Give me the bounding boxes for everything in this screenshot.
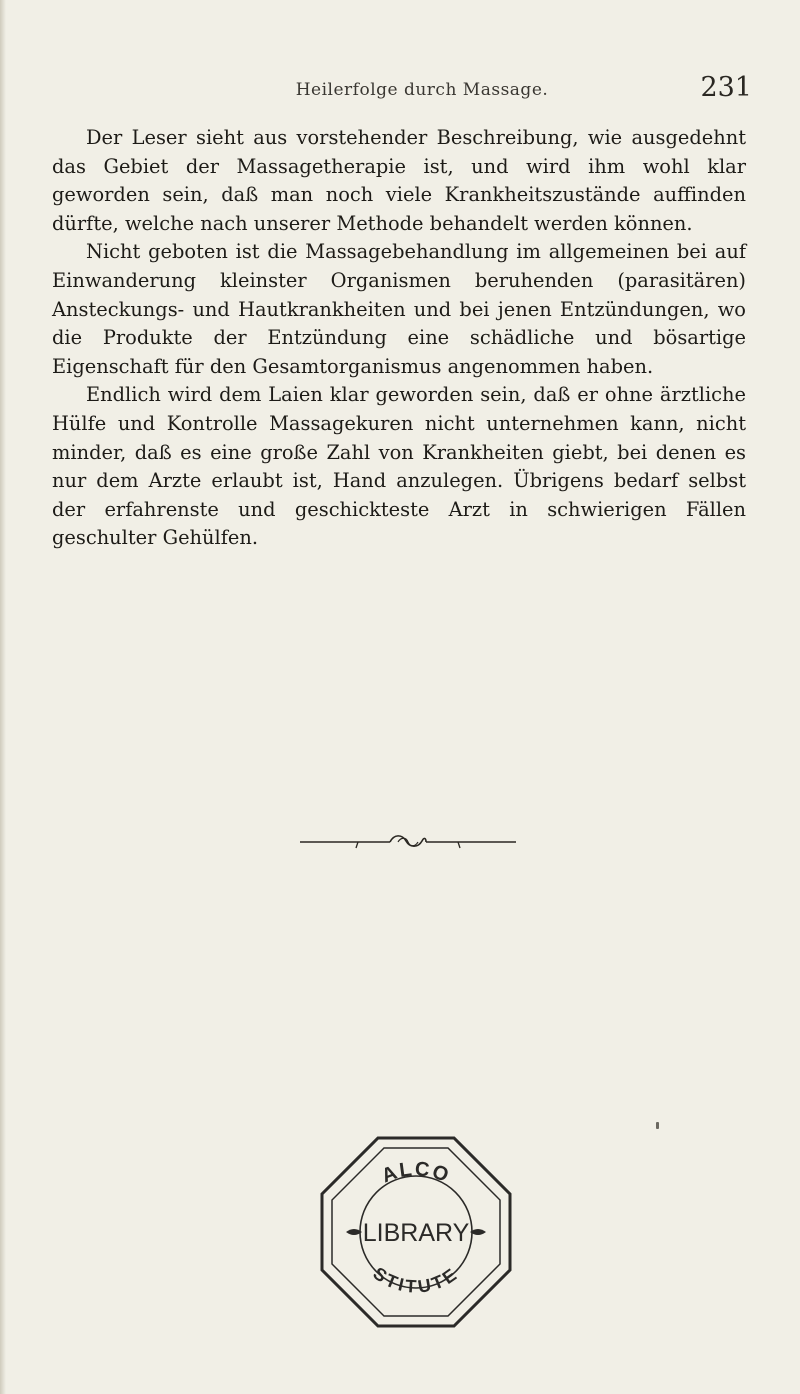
page-edge: [0, 0, 6, 1394]
running-head: [92, 72, 752, 108]
svg-text:STITUTE: [369, 1263, 462, 1297]
running-title: Heilerfolge durch Massage.: [295, 80, 549, 100]
stamp-bottom-text: STITUTE: [369, 1263, 463, 1297]
paragraph-2: Nicht geboten ist die Massagebehandlung im allgemeinen bei auf Einwanderung kleinster Organismen beruhenden (parasitären) Ansteckungs- und Hautkrankheiten und bei jenen Entzündungen, wo die Produkte der Entzündung eine schädliche und bösartige Eigenschaft für den Gesamtorganismus angenommen haben.: [52, 240, 746, 378]
library-stamp: [316, 1132, 516, 1332]
body-text: [52, 124, 746, 553]
paragraph-1: Der Leser sieht aus vorstehender Beschreibung, wie ausgedehnt das Gebiet der Massagetherapie ist, und wird ihm wohl klar geworden sein, daß man noch viele Krankheitszustände auffinden dürfte, welche nach unserer Methode behandelt werden können.: [52, 126, 746, 235]
paragraph-3: Endlich wird dem Laien klar geworden sein, daß er ohne ärztliche Hülfe und Kontrolle Massagekuren nicht unternehmen kann, nicht minder, daß es eine große Zahl von Krankheiten giebt, bei denen es nur dem Arzte erlaubt ist, Hand anzulegen. Übrigens bedarf selbst der erfahrenste und geschickteste Arzt in schwierigen Fällen geschulter Gehülfen.: [52, 383, 746, 550]
stamp-top-text: ALCO: [378, 1158, 454, 1188]
ink-speck: [656, 1122, 659, 1129]
ornamental-separator: [298, 829, 518, 853]
svg-text:ALCO: [379, 1158, 454, 1187]
stamp-center-text: LIBRARY: [362, 1219, 470, 1247]
page-number: 231: [700, 72, 752, 103]
